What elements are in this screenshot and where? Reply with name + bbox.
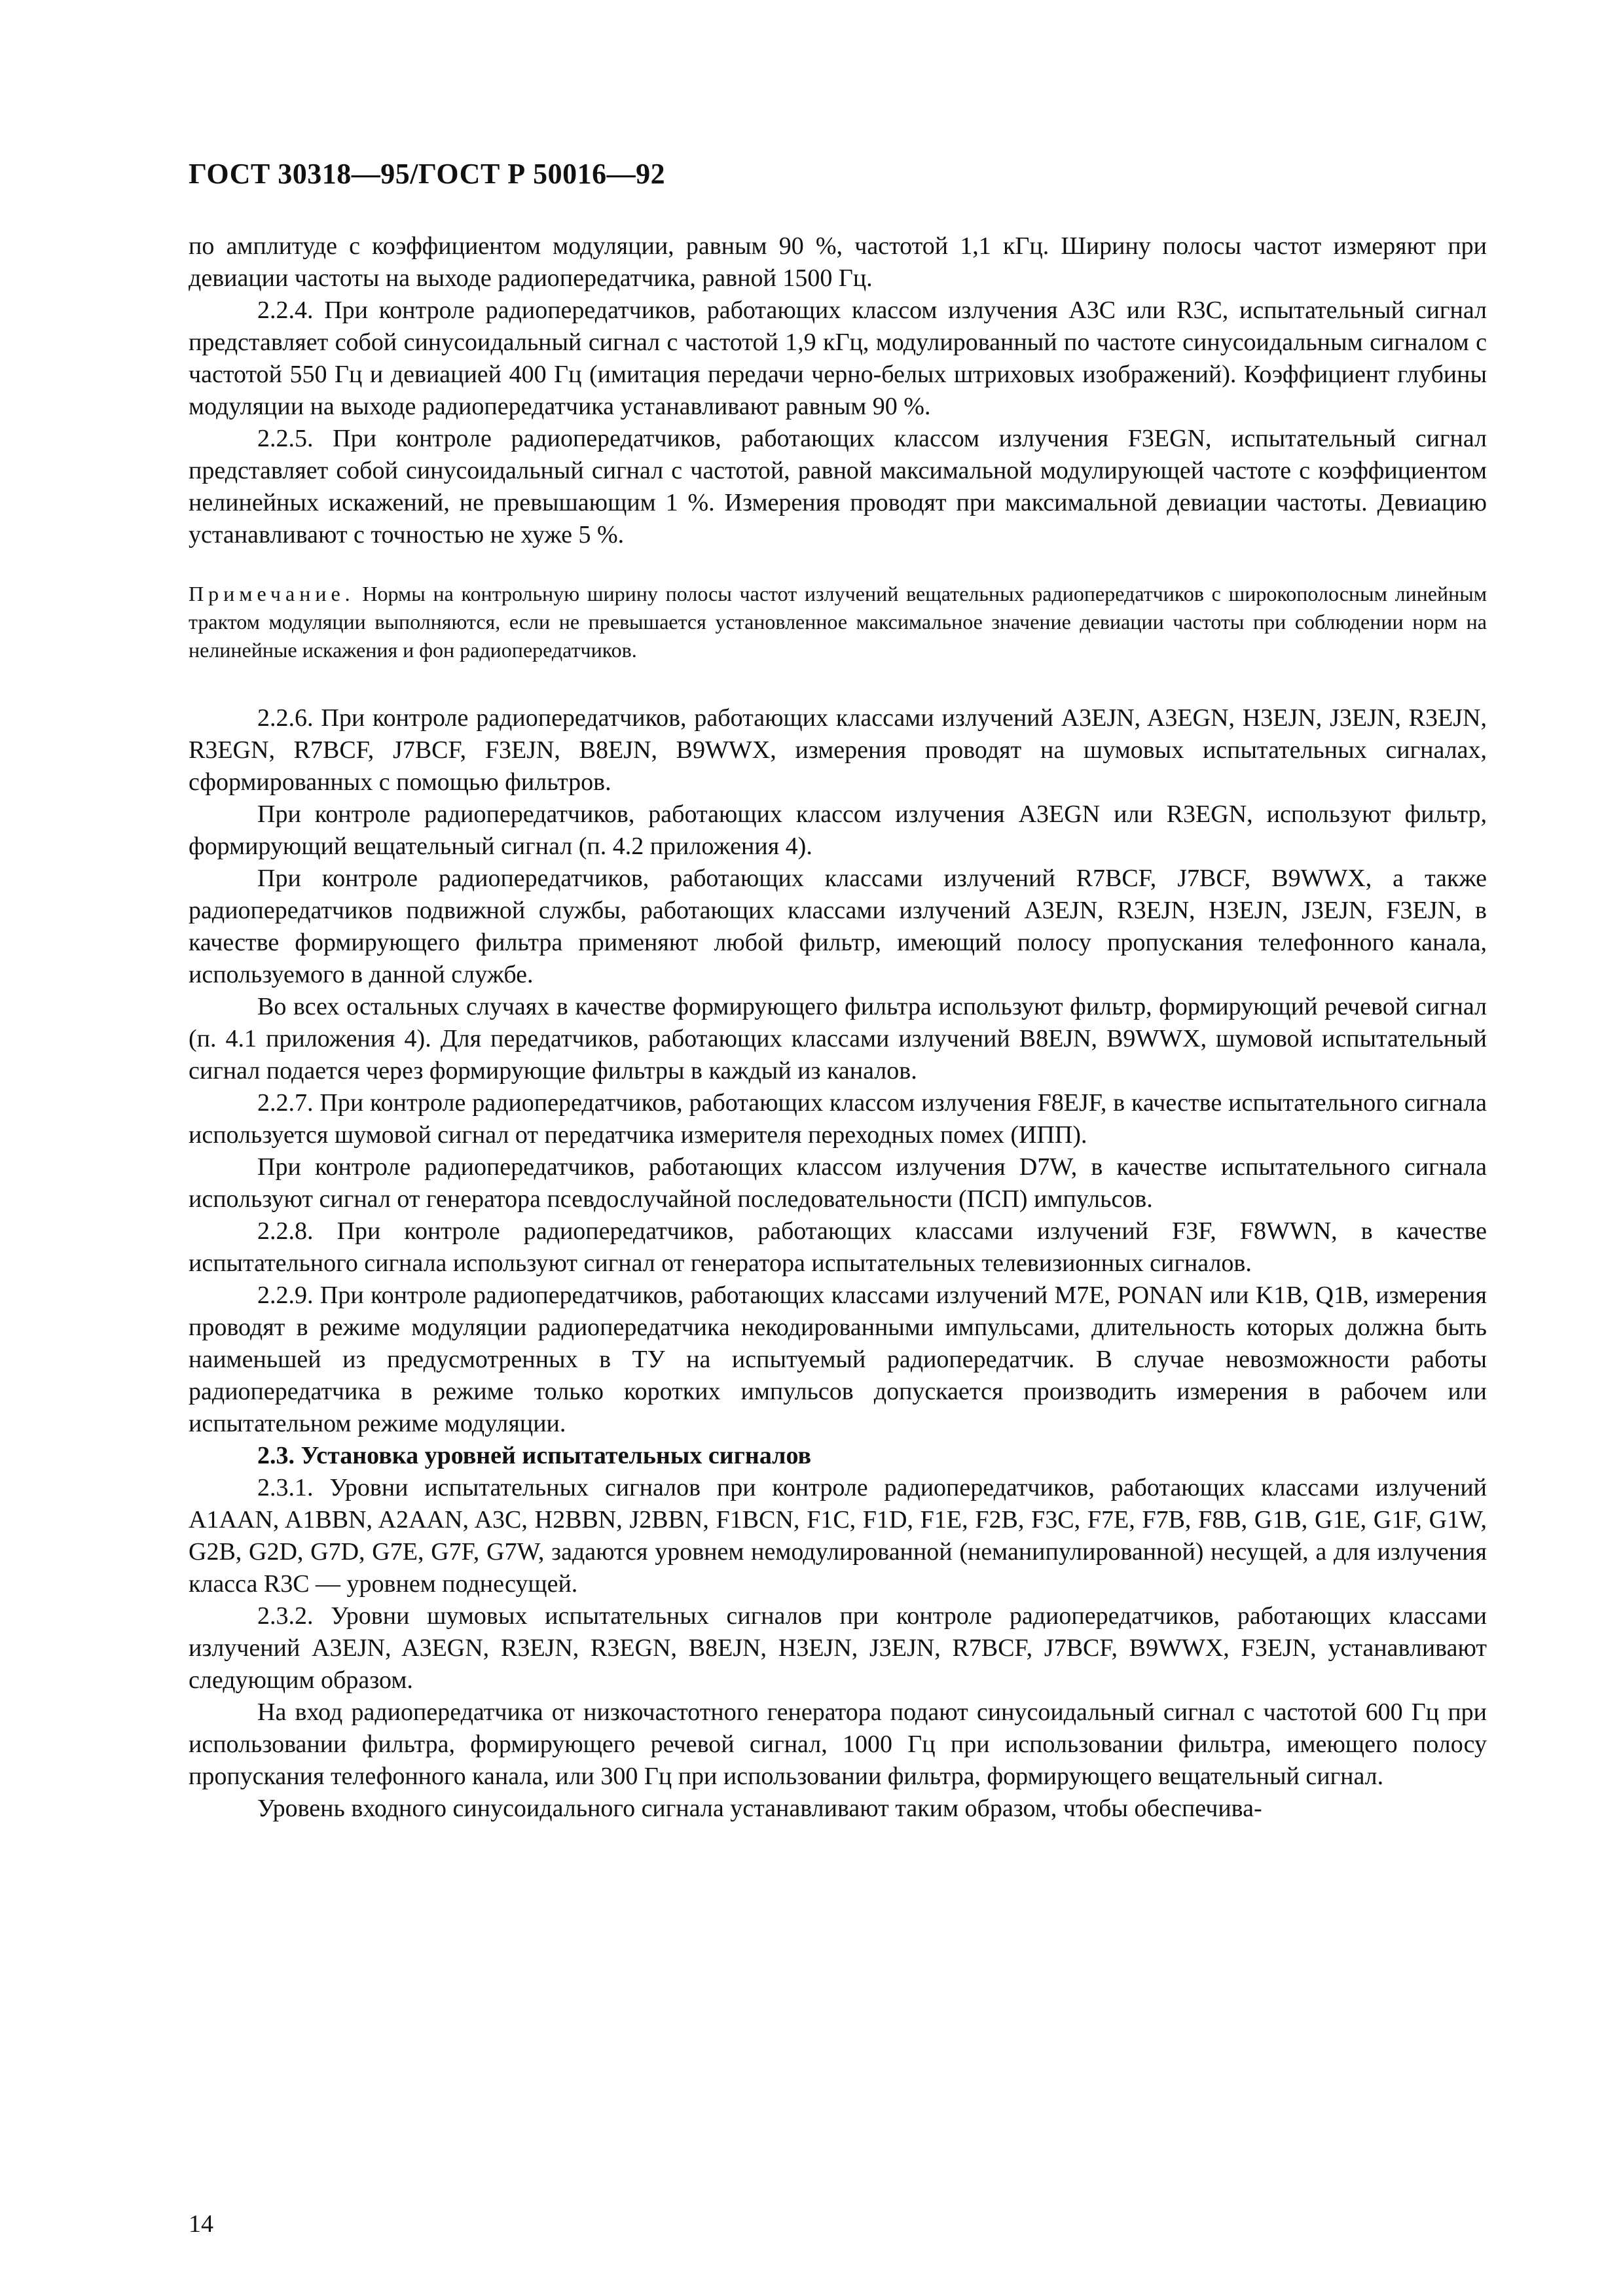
paragraph: 2.2.9. При контроле радиопередатчиков, работающих классами излучений M7E, PONAN или K1B, Q1B, измерения проводят в режиме модуляции радиопередатчика некодированными импульсами, длительность которых должна быть наименьшей из предусмотренных в ТУ на испытуемый радиопередатчик. В случае невозможности работы радиопередатчика в режиме только коротких импульсов допускается производить измерения в рабочем или испытательном режиме модуляции. [189, 1282, 1487, 1437]
paragraph: Во всех остальных случаях в качестве формирующего фильтра используют фильтр, формирующий речевой сигнал (п. 4.1 приложения 4). Для передатчиков, работающих классами излучений B8EJN, B9WWX, шумовой испытательный сигнал подается через формирующие фильтры в каждый из каналов. [189, 993, 1487, 1085]
note-text: Нормы на контрольную ширину полосы частот излучений вещательных радиопередатчиков с широкополосным линейным трактом модуляции выполняются, если не превышается установленное максимальное значение девиации частоты при соблюдении норм на нелинейные искажения и фон радиопередатчиков. [189, 582, 1487, 662]
paragraph: При контроле радиопередатчиков, работающих классами излучений R7BCF, J7BCF, B9WWX, а также радиопередатчиков подвижной службы, работающих классами излучений A3EJN, R3EJN, H3EJN, J3EJN, F3EJN, в качестве формирующего фильтра применяют любой фильтр, имеющий полосу пропускания телефонного канала, используемого в данной службе. [189, 865, 1487, 988]
page-number: 14 [189, 2210, 213, 2238]
paragraph: по амплитуде с коэффициентом модуляции, равным 90 %, частотой 1,1 кГц. Ширину полосы частот измеряют при девиации частоты на выходе радиопередатчика, равной 1500 Гц. [189, 232, 1487, 292]
section-heading: 2.3. Установка уровней испытательных сигналов [257, 1442, 812, 1469]
paragraph: 2.3.2. Уровни шумовых испытательных сигналов при контроле радиопередатчиков, работающих классами излучений A3EJN, A3EGN, R3EJN, R3EGN, B8EJN, H3EJN, J3EJN, R7BCF, J7BCF, B9WWX, F3EJN, устанавливают следующим образом. [189, 1602, 1487, 1694]
paragraph: 2.2.5. При контроле радиопередатчиков, работающих классом излучения F3EGN, испытательный сигнал представляет собой синусоидальный сигнал с частотой, равной максимальной модулирующей частоте с коэффициентом нелинейных искажений, не превышающим 1 %. Измерения проводят при максимальной девиации частоты. Девиацию устанавливают с точностью не хуже 5 %. [189, 425, 1487, 548]
paragraph: 2.2.4. При контроле радиопередатчиков, работающих классом излучения А3С или R3C, испытательный сигнал представляет собой синусоидальный сигнал с частотой 1,9 кГц, модулированный по частоте синусоидальным сигналом с частотой 550 Гц и девиацией 400 Гц (имитация передачи черно-белых штриховых изображений). Коэффициент глубины модуляции на выходе радиопередатчика устанавливают равным 90 %. [189, 296, 1487, 420]
note-block [189, 580, 1487, 664]
paragraph: 2.3.1. Уровни испытательных сигналов при контроле радиопередатчиков, работающих классами излучений A1AAN, A1BBN, A2AAN, A3C, H2BBN, J2BBN, F1BCN, F1C, F1D, F1E, F2B, F3C, F7E, F7B, F8B, G1B, G1E, G1F, G1W, G2B, G2D, G7D, G7E, G7F, G7W, задаются уровнем немодулированной (неманипулированной) несущей, а для излучения класса R3C — уровнем поднесущей. [189, 1474, 1487, 1598]
document-body [189, 230, 1487, 1825]
paragraph: 2.2.8. При контроле радиопередатчиков, работающих классами излучений F3F, F8WWN, в качестве испытательного сигнала используют сигнал от генератора испытательных телевизионных сигналов. [189, 1217, 1487, 1277]
note-label: Примечание. [189, 582, 355, 605]
paragraph: При контроле радиопередатчиков, работающих классом излучения A3EGN или R3EGN, используют фильтр, формирующий вещательный сигнал (п. 4.2 приложения 4). [189, 800, 1487, 860]
running-header: ГОСТ 30318—95/ГОСТ Р 50016—92 [189, 158, 666, 190]
paragraph: Уровень входного синусоидального сигнала устанавливают таким образом, чтобы обеспечива- [257, 1795, 1262, 1822]
paragraph: 2.2.7. При контроле радиопередатчиков, работающих классом излучения F8EJF, в качестве испытательного сигнала используется шумовой сигнал от передатчика измерителя переходных помех (ИПП). [189, 1089, 1487, 1149]
paragraph: 2.2.6. При контроле радиопередатчиков, работающих классами излучений А3EJN, A3EGN, H3EJN, J3EJN, R3EJN, R3EGN, R7BCF, J7BCF, F3EJN, B8EJN, B9WWX, измерения проводят на шумовых испытательных сигналах, сформированных с помощью фильтров. [189, 704, 1487, 796]
paragraph: При контроле радиопередатчиков, работающих классом излучения D7W, в качестве испытательного сигнала используют сигнал от генератора псевдослучайной последовательности (ПСП) импульсов. [189, 1153, 1487, 1213]
paragraph: На вход радиопередатчика от низкочастотного генератора подают синусоидальный сигнал с частотой 600 Гц при использовании фильтра, формирующего речевой сигнал, 1000 Гц при использовании фильтра, имеющего полосу пропускания телефонного канала, или 300 Гц при использовании фильтра, формирующего вещательный сигнал. [189, 1698, 1487, 1790]
